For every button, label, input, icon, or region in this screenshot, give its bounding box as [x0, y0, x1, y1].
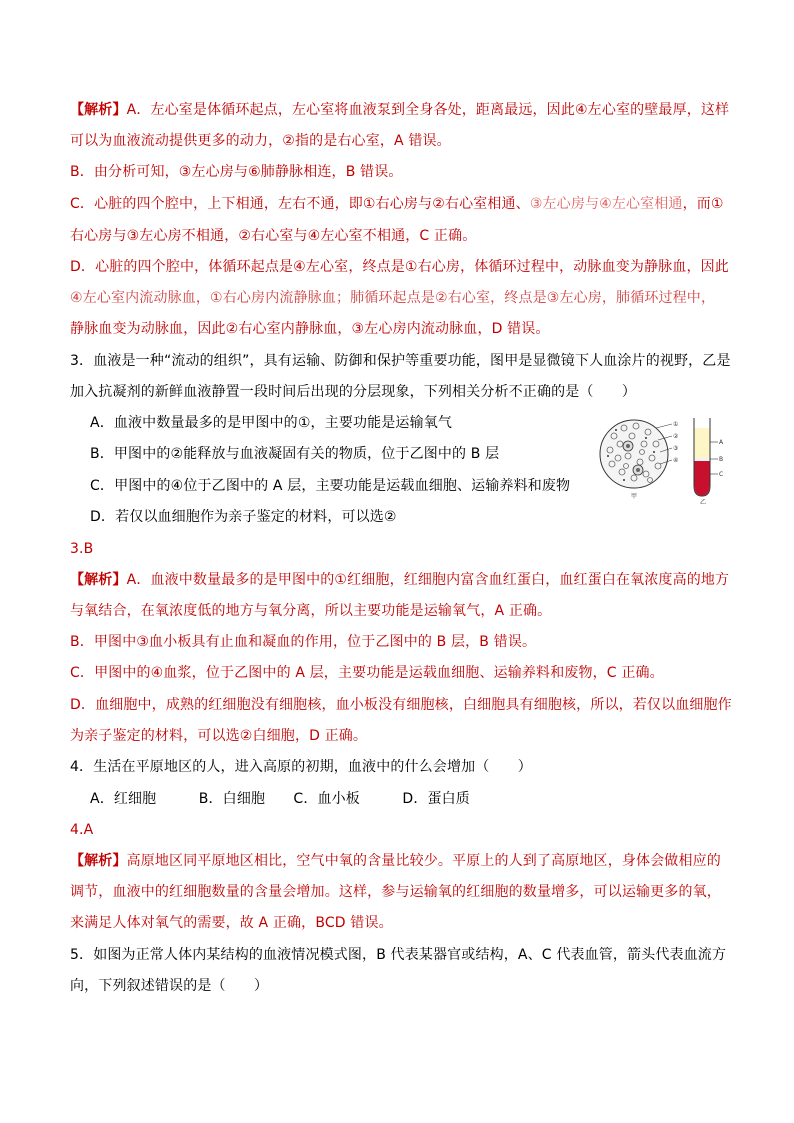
explanation-tag: 【解析】 [70, 572, 127, 588]
q3-option-c: C．甲图中的④位于乙图中的 A 层，主要功能是运载血细胞、运输养料和废物 [90, 478, 571, 494]
q5-stem-line2: 向，下列叙述错误的是（ ） [70, 978, 269, 994]
fig-mark-4: ④ [673, 457, 679, 464]
q4-explanation-line2: 调节，血液中的红细胞数量的含量会增加。这样，参与运输氧的红细胞的数量增多，可以运输更多的氧， [70, 884, 721, 900]
q4-answer: 4.A [70, 822, 94, 838]
layer-b-buffy [695, 458, 710, 461]
fig-layer-b: B [719, 456, 724, 463]
explanation-tag: 【解析】 [70, 853, 127, 869]
prev-explanation-c-line2: 右心房与③左心房不相通，②右心室与④左心室不相通，C 正确。 [70, 228, 477, 244]
q3-option-d: D．若仅以血细胞作为亲子鉴定的材料，可以选② [90, 509, 397, 525]
fig-label-yi: 乙 [700, 499, 707, 504]
prev-explanation-a-line1: 【解析】A．左心室是体循环起点，左心室将血液泵到全身各处，距离最远，因此④左心室的壁最厚，这样 [70, 102, 730, 118]
microscope-field [600, 420, 668, 488]
fig-layer-c: C [719, 471, 724, 478]
q4-explanation-line3: 来满足人体对氧气的需要，故 A 正确，BCD 错误。 [70, 915, 393, 931]
fig-mark-1: ① [673, 421, 679, 428]
q3-option-a: A．血液中数量最多的是甲图中的①，主要功能是运输氧气 [90, 415, 453, 431]
prev-explanation-d-line3: 静脉血变为动脉血，因此②右心室内静脉血，③左心房内流动脉血，D 错误。 [70, 321, 550, 337]
fig-layer-a: A [719, 439, 724, 446]
q4-explanation-line1: 【解析】高原地区同平原地区相比，空气中氧的含量比较少。平原上的人到了高原地区，身体会做相应的 [70, 853, 721, 869]
blood-figure [598, 414, 728, 504]
q4-options: A．红细胞 B．白细胞 C．血小板 D．蛋白质 [90, 791, 470, 807]
explanation-tag: 【解析】 [70, 102, 127, 118]
prev-explanation-b: B．由分析可知，③左心房与⑥肺静脉相连，B 错误。 [70, 164, 403, 180]
q3-explanation-d-line1: D．血细胞中，成熟的红细胞没有细胞核，血小板没有细胞核，白细胞具有细胞核，所以，若仅以血细胞作 [70, 697, 732, 713]
prev-explanation-d-line2: ④左心室内流动脉血，①右心房内流静脉血；肺循环起点是②右心室，终点是③左心房，肺循环过程中， [70, 290, 716, 306]
blood-figure-svg [598, 414, 728, 504]
q5-stem-line1: 5．如图为正常人体内某结构的血液情况模式图，B 代表某器官或结构，A、C 代表血管，箭头代表血流方 [70, 947, 727, 963]
prev-explanation-c-line1: C．心脏的四个腔中，上下相通，左右不通，即①右心房与②右心室相通、③左心房与④左心室相通，而① [70, 196, 724, 212]
prev-explanation-d-line1: D．心脏的四个腔中，体循环起点是④左心室，终点是①右心房，体循环过程中，动脉血变为静脉血，因此 [70, 259, 729, 275]
q3-explanation-c: C．甲图中的④血浆，位于乙图中的 A 层，主要功能是运载血细胞、运输养料和废物，C 正确。 [70, 665, 664, 681]
layer-a-plasma [695, 428, 710, 458]
q3-answer: 3.B [70, 541, 94, 557]
q3-explanation-d-line2: 为亲子鉴定的材料，可以选②白细胞，D 正确。 [70, 728, 368, 744]
test-tube [694, 418, 710, 496]
q3-stem-line2: 加入抗凝剂的新鲜血液静置一段时间后出现的分层现象，下列相关分析不正确的是（ ） [70, 384, 636, 400]
prev-explanation-a-line2: 可以为血液流动提供更多的动力，②指的是右心室，A 错误。 [70, 133, 451, 149]
fig-mark-3: ③ [673, 445, 679, 452]
fig-mark-2: ② [673, 433, 679, 440]
q3-option-b: B．甲图中的②能释放与血液凝固有关的物质，位于乙图中的 B 层 [90, 446, 500, 462]
q3-stem-line1: 3．血液是一种“流动的组织”，具有运输、防御和保护等重要功能，图甲是显微镜下人血涂片的视野，乙是 [70, 353, 731, 369]
layer-c-red [695, 461, 710, 496]
q3-explanation-a-line2: 与氧结合，在氧浓度低的地方与氧分离，所以主要功能是运输氧气，A 正确。 [70, 603, 552, 619]
q3-explanation-b: B．甲图中③血小板具有止血和凝血的作用，位于乙图中的 B 层，B 错误。 [70, 634, 537, 650]
fig-label-jia: 甲 [631, 493, 638, 500]
q4-stem: 4．生活在平原地区的人，进入高原的初期，血液中的什么会增加（ ） [70, 759, 532, 775]
q3-explanation-a-line1: 【解析】A．血液中数量最多的是甲图中的①红细胞，红细胞内富含血红蛋白，血红蛋白在氧浓度高的地方 [70, 572, 730, 588]
